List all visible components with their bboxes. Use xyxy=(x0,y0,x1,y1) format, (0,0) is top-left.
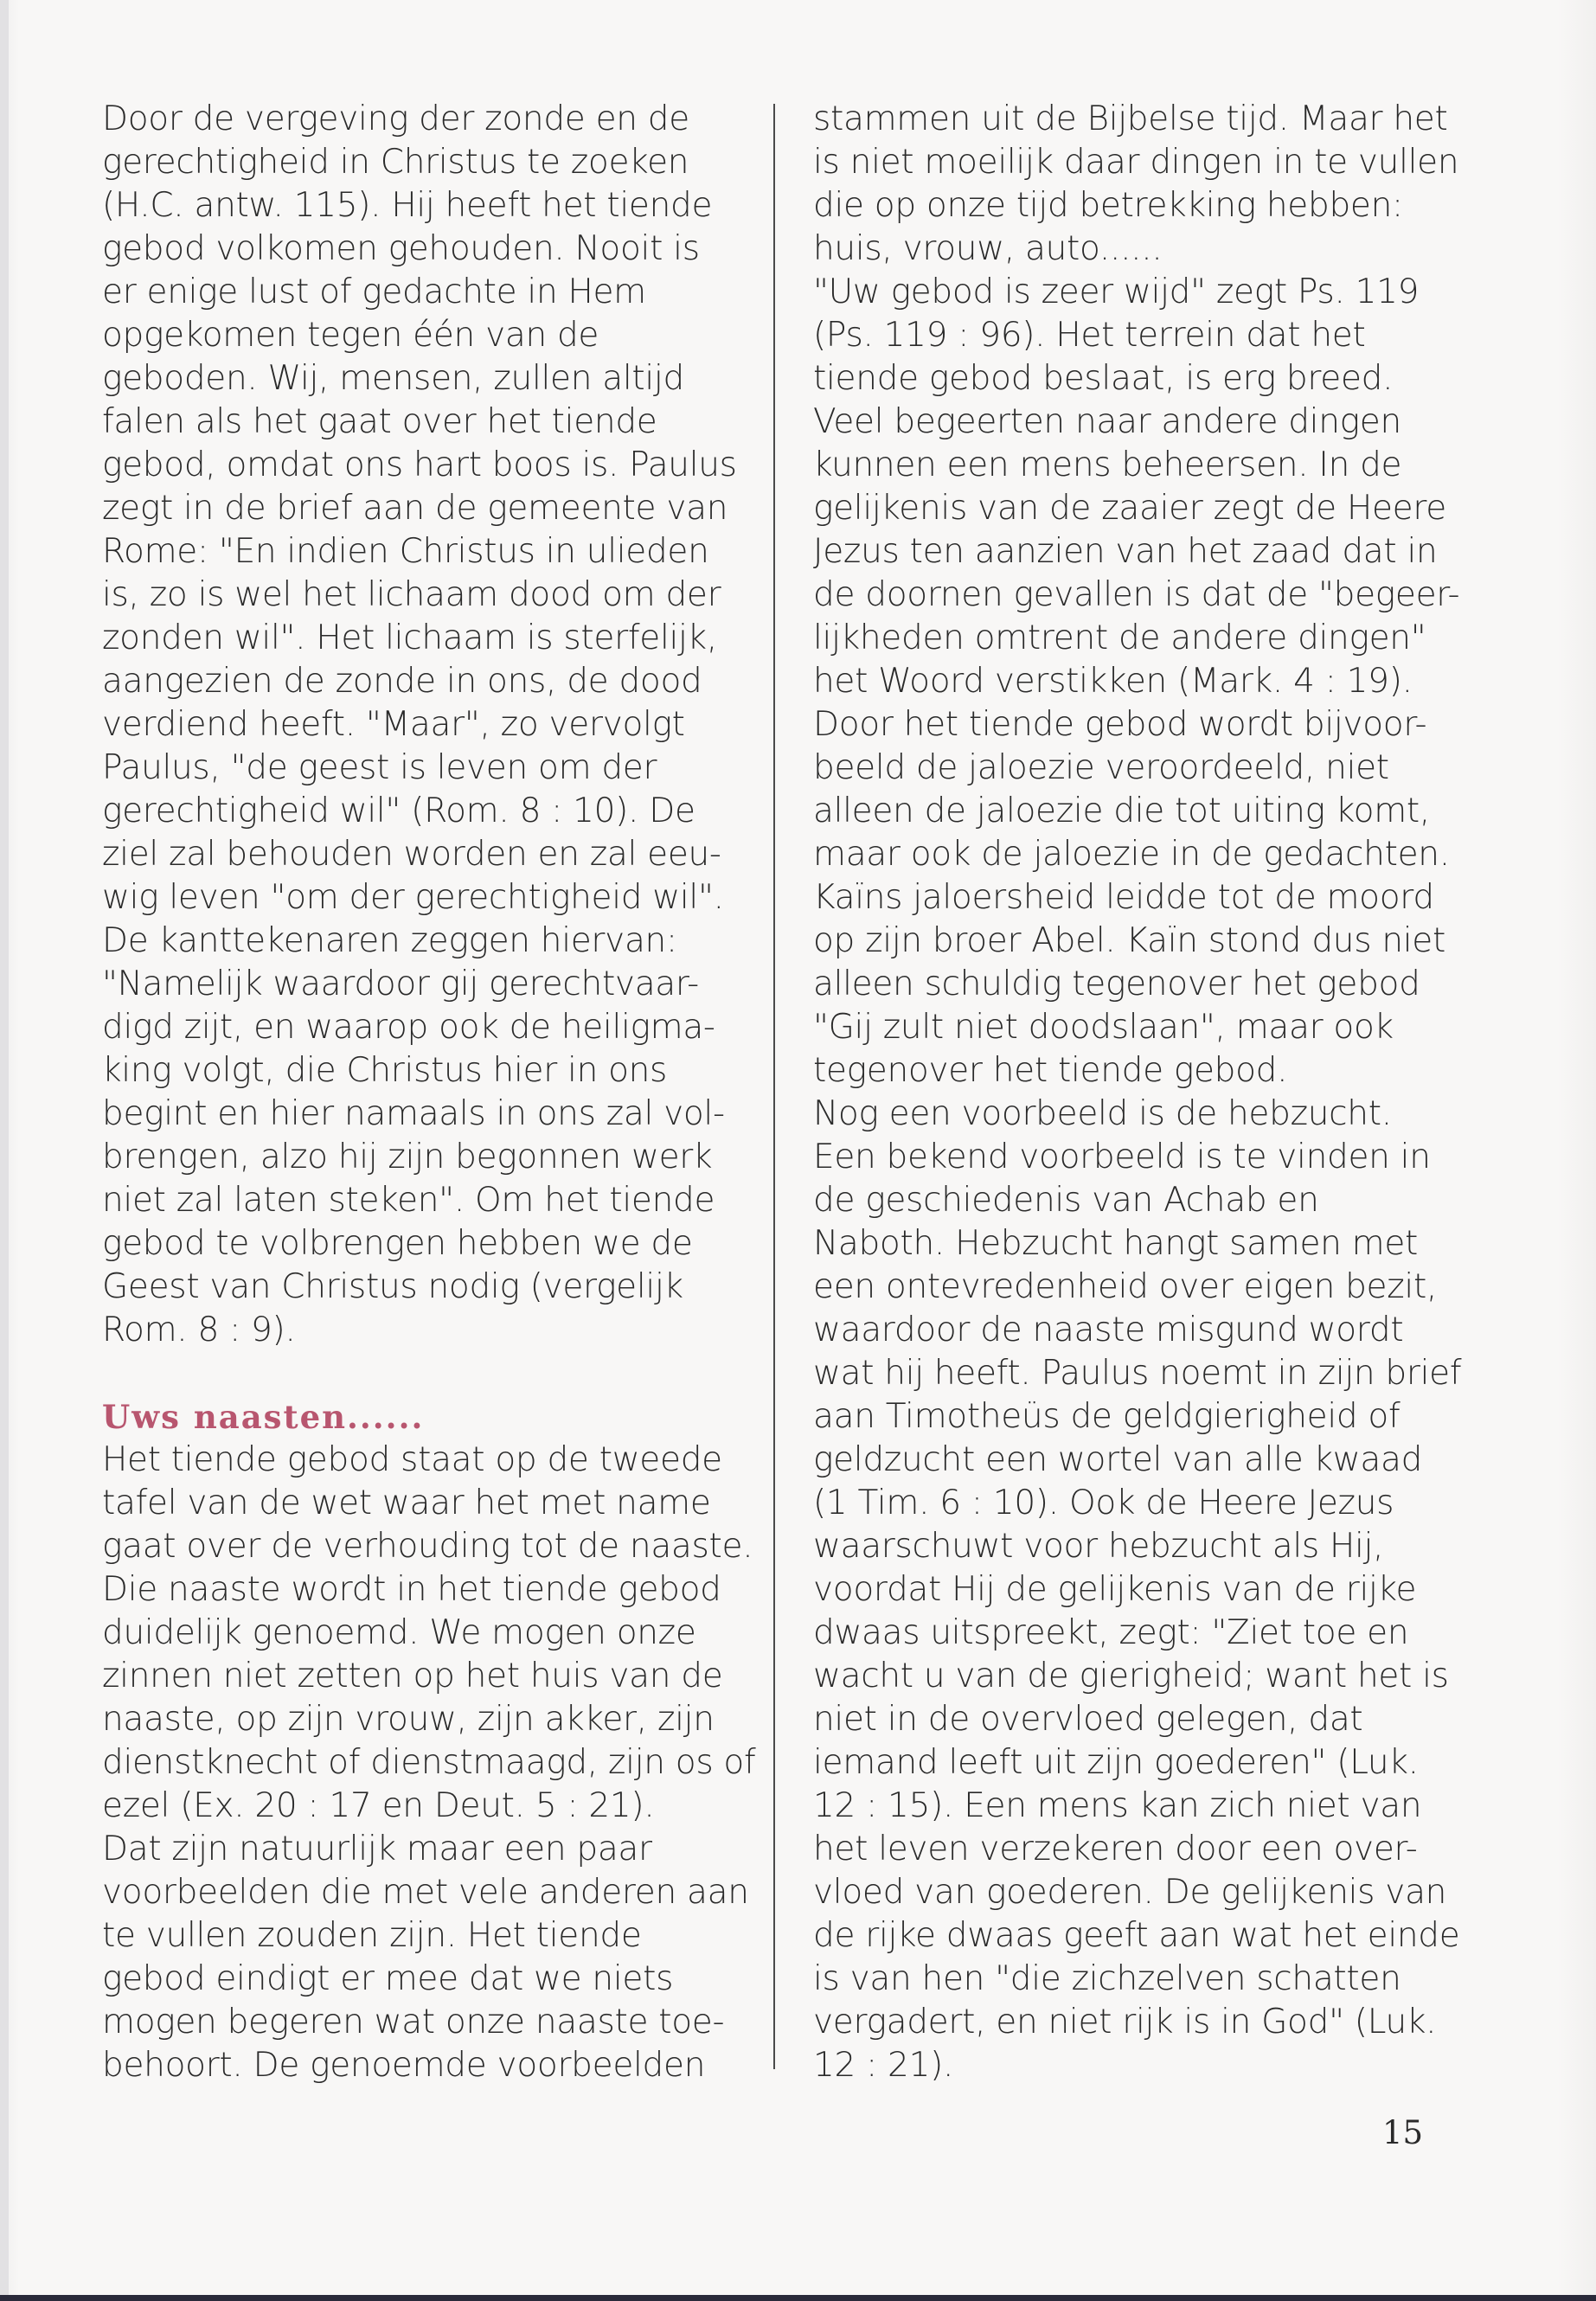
text-line: Die naaste wordt in het tiende gebod xyxy=(102,1570,721,1609)
page-edge-shadow xyxy=(0,0,9,2301)
text-line: Paulus, "de geest is leven om der xyxy=(102,748,657,787)
text-line: gelijkenis van de zaaier zegt de Heere xyxy=(813,489,1446,528)
text-line: "Gij zult niet doodslaan", maar ook xyxy=(813,1008,1394,1047)
text-line: beeld de jaloezie veroordeeld, niet xyxy=(813,748,1389,787)
text-line: de rijke dwaas geeft aan wat het einde xyxy=(813,1916,1460,1955)
text-line: gebod, omdat ons hart boos is. Paulus xyxy=(102,445,737,484)
text-line: ziel zal behouden worden en zal eeu- xyxy=(102,835,721,874)
text-line: behoort. De genoemde voorbeelden xyxy=(102,2046,706,2085)
text-line: Veel begeerten naar andere dingen xyxy=(813,402,1401,441)
text-line: digd zijt, en waarop ook de heiligma- xyxy=(102,1008,715,1047)
text-line: (1 Tim. 6 : 10). Ook de Heere Jezus xyxy=(813,1484,1394,1522)
text-line: 12 : 21). xyxy=(813,2046,954,2085)
text-line: Door het tiende gebod wordt bijvoor- xyxy=(813,705,1427,744)
text-line: op zijn broer Abel. Kaïn stond dus niet xyxy=(813,921,1445,960)
text-line: voordat Hij de gelijkenis van de rijke xyxy=(813,1570,1417,1609)
text-line: het leven verzekeren door een over- xyxy=(813,1830,1418,1868)
text-line: wig leven "om der gerechtigheid wil". xyxy=(102,878,724,917)
text-line: (H.C. antw. 115). Hij heeft het tiende xyxy=(102,186,713,225)
text-line: Dat zijn natuurlijk maar een paar xyxy=(102,1830,652,1868)
text-line: tiende gebod beslaat, is erg breed. xyxy=(813,359,1394,398)
text-line: alleen schuldig tegenover het gebod xyxy=(813,965,1420,1003)
text-line: begint en hier namaals in ons zal vol- xyxy=(102,1094,725,1133)
text-line: tafel van de wet waar het met name xyxy=(102,1484,711,1522)
column-divider xyxy=(773,104,775,2069)
text-line: alleen de jaloezie die tot uiting komt, xyxy=(813,792,1430,830)
text-line: waarschuwt voor hebzucht als Hij, xyxy=(813,1527,1384,1566)
text-line: vloed van goederen. De gelijkenis van xyxy=(813,1873,1447,1912)
text-line: ezel (Ex. 20 : 17 en Deut. 5 : 21). xyxy=(102,1786,655,1825)
right-paragraph xyxy=(813,98,1462,2087)
text-line: Een bekend voorbeeld is te vinden in xyxy=(813,1138,1431,1176)
text-line: "Uw gebod is zeer wijd" zegt Ps. 119 xyxy=(813,272,1420,311)
text-line: opgekomen tegen één van de xyxy=(102,316,599,355)
text-line: Door de vergeving der zonde en de xyxy=(102,99,689,138)
text-line: iemand leeft uit zijn goederen" (Luk. xyxy=(813,1743,1419,1782)
text-line: niet in de overvloed gelegen, dat xyxy=(813,1700,1363,1739)
text-line: duidelijk genoemd. We mogen onze xyxy=(102,1613,696,1652)
left-column xyxy=(102,98,756,2087)
text-line: voorbeelden die met vele anderen aan xyxy=(102,1873,749,1912)
section-heading: Uws naasten...... xyxy=(102,1398,425,1436)
text-line: de geschiedenis van Achab en xyxy=(813,1181,1319,1220)
text-line: (Ps. 119 : 96). Het terrein dat het xyxy=(813,316,1366,355)
text-line: zonden wil". Het lichaam is sterfelijk, xyxy=(102,619,717,657)
text-line: niet zal laten steken". Om het tiende xyxy=(102,1181,715,1220)
text-line: Het tiende gebod staat op de tweede xyxy=(102,1440,722,1479)
text-line: De kanttekenaren zeggen hiervan: xyxy=(102,921,677,960)
text-line: verdiend heeft. "Maar", zo vervolgt xyxy=(102,705,685,744)
text-line: Nog een voorbeeld is de hebzucht. xyxy=(813,1094,1392,1133)
text-line: aan Timotheüs de geldgierigheid of xyxy=(813,1397,1401,1436)
text-line: is niet moeilijk daar dingen in te vullen xyxy=(813,143,1459,182)
text-line: Kaïns jaloersheid leidde tot de moord xyxy=(813,878,1434,917)
text-line: er enige lust of gedachte in Hem xyxy=(102,272,646,311)
text-line: huis, vrouw, auto...... xyxy=(813,229,1163,268)
text-line: Naboth. Hebzucht hangt samen met xyxy=(813,1224,1419,1263)
text-line: het Woord verstikken (Mark. 4 : 19). xyxy=(813,662,1413,701)
paragraph-spacer xyxy=(102,1352,718,1395)
text-line: Rome: "En indien Christus in ulieden xyxy=(102,532,709,571)
text-line: kunnen een mens beheersen. In de xyxy=(813,445,1402,484)
text-line: falen als het gaat over het tiende xyxy=(102,402,657,441)
text-line: gerechtigheid wil" (Rom. 8 : 10). De xyxy=(102,792,695,830)
page-bottom-edge xyxy=(0,2295,1596,2301)
left-paragraph-2 xyxy=(102,1439,756,2087)
text-line: wacht u van de gierigheid; want het is xyxy=(813,1657,1449,1695)
text-line: tegenover het tiende gebod. xyxy=(813,1051,1288,1090)
text-line: aangezien de zonde in ons, de dood xyxy=(102,662,702,701)
text-line: brengen, alzo hij zijn begonnen werk xyxy=(102,1138,713,1176)
text-line: naaste, op zijn vrouw, zijn akker, zijn xyxy=(102,1700,715,1739)
text-line: Geest van Christus nodig (vergelijk xyxy=(102,1267,683,1306)
text-line: vergadert, en niet rijk is in God" (Luk. xyxy=(813,2003,1437,2041)
text-line: "Namelijk waardoor gij gerechtvaar- xyxy=(102,965,699,1003)
left-paragraph-1 xyxy=(102,98,737,1352)
text-line: waardoor de naaste misgund wordt xyxy=(813,1311,1404,1349)
text-line: lijkheden omtrent de andere dingen" xyxy=(813,619,1426,657)
text-line: is van hen "die zichzelven schatten xyxy=(813,1959,1401,1998)
text-line: king volgt, die Christus hier in ons xyxy=(102,1051,668,1090)
text-line: een ontevredenheid over eigen bezit, xyxy=(813,1267,1438,1306)
text-line: gerechtigheid in Christus te zoeken xyxy=(102,143,689,182)
text-line: te vullen zouden zijn. Het tiende xyxy=(102,1916,642,1955)
text-line: dwaas uitspreekt, zegt: "Ziet toe en xyxy=(813,1613,1409,1652)
page-number: 15 xyxy=(1382,2114,1424,2151)
text-line: geldzucht een wortel van alle kwaad xyxy=(813,1440,1423,1479)
text-line: die op onze tijd betrekking hebben: xyxy=(813,186,1403,225)
text-line: mogen begeren wat onze naaste toe- xyxy=(102,2003,725,2041)
text-line: gebod volkomen gehouden. Nooit is xyxy=(102,229,700,268)
text-line: maar ook de jaloezie in de gedachten. xyxy=(813,835,1450,874)
text-line: 12 : 15). Een mens kan zich niet van xyxy=(813,1786,1422,1825)
text-line: zegt in de brief aan de gemeente van xyxy=(102,489,728,528)
text-line: stammen uit de Bijbelse tijd. Maar het xyxy=(813,99,1448,138)
text-line: gaat over de verhouding tot de naaste. xyxy=(102,1527,753,1566)
text-line: dienstknecht of dienstmaagd, zijn os of xyxy=(102,1743,756,1782)
text-line: gebod te volbrengen hebben we de xyxy=(102,1224,693,1263)
text-line: de doornen gevallen is dat de "begeer- xyxy=(813,575,1460,614)
text-line: is, zo is wel het lichaam dood om der xyxy=(102,575,721,614)
text-line: zinnen niet zetten op het huis van de xyxy=(102,1657,723,1695)
text-line: Rom. 8 : 9). xyxy=(102,1311,296,1349)
text-line: Jezus ten aanzien van het zaad dat in xyxy=(813,532,1438,571)
text-line: gebod eindigt er mee dat we niets xyxy=(102,1959,674,1998)
text-line: wat hij heeft. Paulus noemt in zijn brief xyxy=(813,1354,1462,1393)
right-column xyxy=(813,98,1462,2087)
text-line: geboden. Wij, mensen, zullen altijd xyxy=(102,359,684,398)
